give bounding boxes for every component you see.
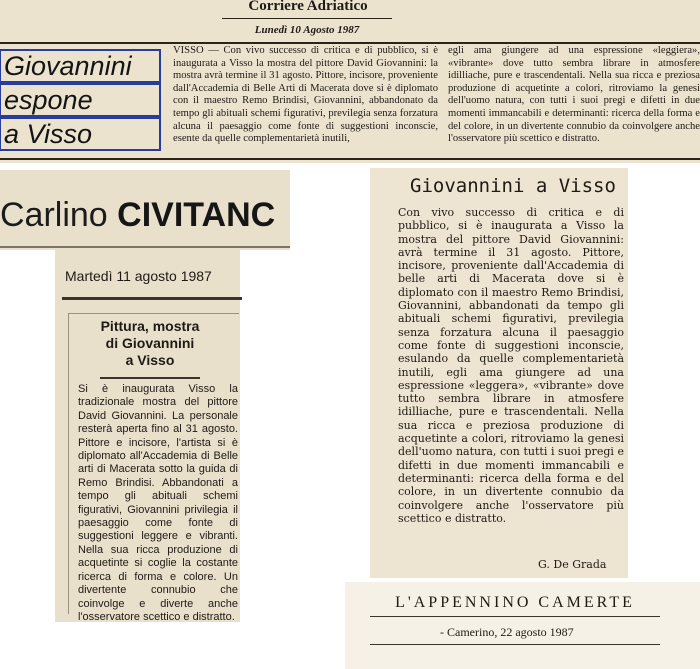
torn-edge: [240, 250, 355, 622]
carlino-headline: [75, 318, 225, 369]
carlino-article-body: Si è inaugurata Visso la tradizionale mostra del pittore David Giovannini. La personale resterà aperta fino al 31 agosto. Pittore e incisore, l'artista si è diplomato all'Accademia di Belle arti di Macerata sotto la guida di Remo Brindisi. Abbandonati a tempo gli abituali schemi figurativi, Giovannini privilegia il paesaggio come fonte di suggestioni leggere e vibranti. Nella sua ricca produzione di acquetinte si coglie la costante ricerca di forma e colore. Un divertente connubio che coinvolge e diverte anche l'osservatore scettico e distratto.: [78, 383, 238, 623]
visso-article-title: Giovannini a Visso: [410, 175, 616, 197]
carlino-masthead: [0, 195, 275, 236]
carlino-date: Martedì 11 agosto 1987: [65, 268, 212, 284]
headline-line-1: Giovannini: [0, 50, 160, 82]
visso-article-body: Con vivo successo di critica e di pubblico, si è inaugurata a Visso la mostra del pittore David Giovannini: avrà termine il 31 agosto. Pittore, incisore, proveniente dall'Accademia di belle arti di Macerata dove si è diplomato con il maestro Remo Brindisi, Giovannini, abbandonati da tempo gli abituali schemi figurativi, previlegia senza forzatura alcuna il paesaggio come fonte di suggestioni inconscie, esulando da quelle complementarietà inutili, egli ama giungere ad una espressione «leggera», «vibrante» dove tutto sembra librare in atmosfere idilliache, pure e trascendentali. Nella sua ricca e preziosa produzione di acquetinte a colori, ritroviamo la genesi dell'uomo natura, con tutti i suoi pregi e difetti in due momenti immancabili e determinanti: ricerca della forma e del colore, in un divertente connubio da coinvolgere anche l'osservatore più scettico e distratto.: [398, 206, 624, 525]
carlino-headline-line-2: di Giovannini: [105, 335, 195, 351]
corriere-date: Lunedì 10 Agosto 1987: [254, 24, 360, 36]
corriere-masthead: Corriere Adriatico: [248, 0, 368, 14]
section-rule: [62, 297, 242, 300]
divider-rule: [0, 158, 700, 160]
headline-line-3: a Visso: [0, 118, 160, 150]
masthead-rule: [0, 246, 290, 248]
headline-rule: [100, 377, 200, 379]
carlino-headline-line-3: a Visso: [125, 352, 175, 368]
appennino-date: - Camerino, 22 agosto 1987: [440, 625, 574, 639]
carlino-masthead-b: CIVITANC: [117, 196, 276, 234]
divider-rule: [0, 42, 700, 44]
carlino-masthead-a: Carlino: [0, 196, 118, 234]
masthead-rule: [370, 616, 660, 617]
masthead-rule: [222, 18, 392, 19]
corriere-headline: [0, 50, 160, 152]
corriere-article-column-1: VISSO — Con vivo successo di critica e di pubblico, si è inaugurata a Visso la mostra del pittore David Giovannini: la mostra avrà termine il 31 agosto. Pittore, incisore, proveniente dall'Accademia di Belle Arti di Macerata dove si è diplomato con il maestro Remo Brindisi, Giovannini, abbandonato da tempo gli abituali schemi figurativi, previlegia senza forzatura alcuna il paesaggio come fonte di suggestioni inconscie, esente da quelle complementarietà inutili,: [173, 45, 438, 145]
carlino-headline-line-1: Pittura, mostra: [100, 318, 200, 334]
masthead-rule: [370, 644, 660, 645]
torn-edge: [0, 250, 55, 622]
torn-edge: [290, 170, 355, 250]
appennino-masthead: L'APPENNINO CAMERTE: [395, 594, 635, 611]
headline-line-2: espone: [0, 84, 160, 116]
visso-article-author: G. De Grada: [538, 558, 607, 571]
corriere-article-column-2: egli ama giungere ad una espressione «leggiera», «vibrante» dove tutto sembra librare in atmosfere idilliache, pure e trascendentali. Nella sua ricca e preziosa produzione di acquetinte a colori, ritroviamo la genesi dell'uomo natura, con tutti i suoi pregi e difetti in due momenti immancabili e determinanti: ricerca della forma e del colore, in un divertente connubio da coinvolgere anche l'osservatore più scettico e distratto.: [448, 45, 700, 145]
